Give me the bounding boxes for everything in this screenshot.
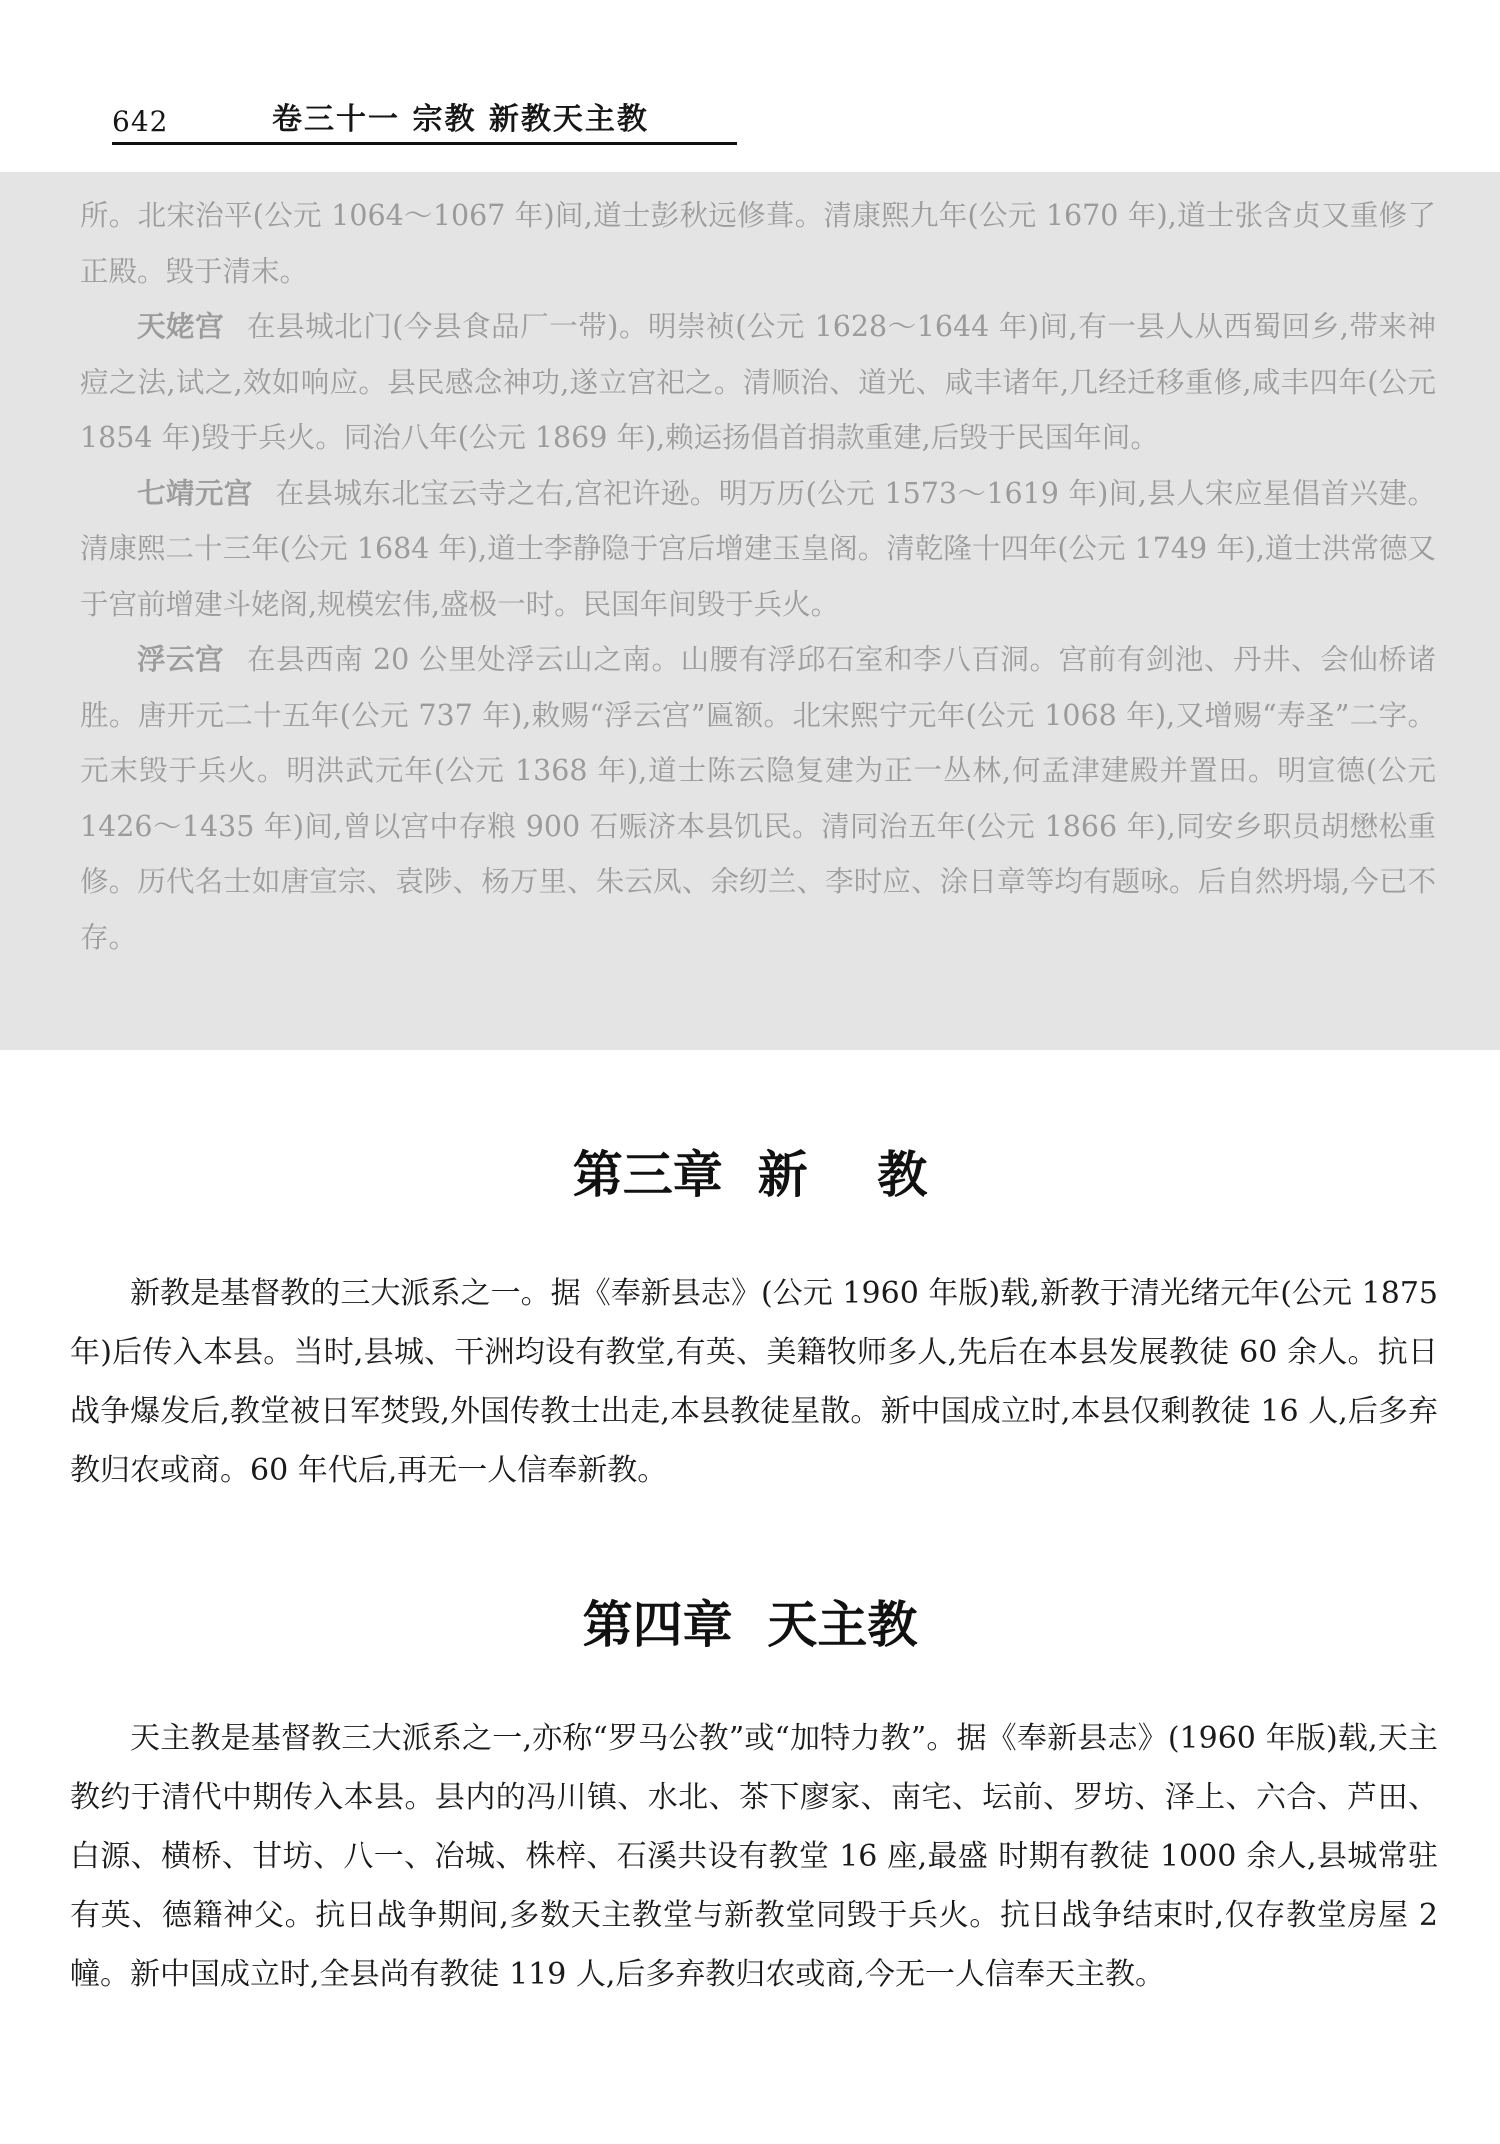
entry-text: 在县西南 20 公里处浮云山之南。山腰有浮邱石室和李八百洞。宫前有剑池、丹井、会仙桥诸胜。唐开元二十五年(公元 737 年),敕赐“浮云宫”匾额。北宋熙宁元年(公元 1068 年),又增赐“寿圣”二字。元末毁于兵火。明洪武元年(公元 1368 年),道士陈云隐复建为正一丛林,何孟津建殿并置田。明宣德(公元 1426～1435 年)间,曾以宫中存粮 900 石赈济本县饥民。清同治五年(公元 1866 年),同安乡职员胡懋松重修。历代名士如唐宣宗、袁陟、杨万里、朱云凤、余纫兰、李时应、涂日章等均有题咏。后自然坍塌,今已不存。 — [80, 643, 1436, 954]
chapter-4-title: 第四章 天主教 — [582, 1596, 918, 1654]
running-header — [112, 96, 737, 145]
chapter-3-paragraph: 新教是基督教的三大派系之一。据《奉新县志》(公元 1960 年版)载,新教于清光绪元年(公元 1875 年)后传入本县。当时,县城、干洲均设有教堂,有英、美籍牧师多人,先后在本县发展教徒 60 余人。抗日战争爆发后,教堂被日军焚毁,外国传教士出走,本县教徒星散。新中国成立时,本县仅剩教徒 16 人,后多弃教归农或商。60 年代后,再无一人信奉新教。 — [70, 1276, 1438, 1488]
page-number: 642 — [112, 105, 169, 138]
entry-heading: 天姥宫 — [137, 310, 225, 343]
chapter-3-body — [70, 1264, 1438, 1500]
entry-text: 在县城北门(今县食品厂一带)。明崇祯(公元 1628～1644 年)间,有一县人从西蜀回乡,带来神痘之法,试之,效如响应。县民感念神功,遂立宫祀之。清顺治、道光、咸丰诸年,几经迁移重修,咸丰四年(公元 1854 年)毁于兵火。同治八年(公元 1869 年),赖运扬倡首捐款重建,后毁于民国年间。 — [80, 310, 1436, 454]
chapter-4-body — [70, 1709, 1438, 2004]
chapter-4-paragraph: 天主教是基督教三大派系之一,亦称“罗马公教”或“加特力教”。据《奉新县志》(1960 年版)载,天主教约于清代中期传入本县。县内的冯川镇、水北、茶下廖家、南宅、坛前、罗坊、泽上、六合、芦田、白源、横桥、甘坊、八一、冶城、株梓、石溪共设有教堂 16 座,最盛 时期有教徒 1000 余人,县城常驻有英、德籍神父。抗日战争期间,多数天主教堂与新教堂同毁于兵火。抗日战争结束时,仅存教堂房屋 2 幢。新中国成立时,全县尚有教徒 119 人,后多弃教归农或商,今无一人信奉天主教。 — [70, 1721, 1438, 1992]
shaded-continued-section — [0, 172, 1500, 1050]
entry-heading: 七靖元宫 — [137, 476, 253, 510]
entry-qijing-palace — [80, 466, 1436, 633]
entry-tianmu-palace — [80, 299, 1436, 466]
entry-text: 在县城东北宝云寺之右,宫祀许逊。明万历(公元 1573～1619 年)间,县人宋应星倡首兴建。清康熙二十三年(公元 1684 年),道士李静隐于宫后增建玉皇阁。清乾隆十四年(公元 1749 年),道士洪常德又于宫前增建斗姥阁,规模宏伟,盛极一时。民国年间毁于兵火。 — [80, 476, 1436, 621]
entry-heading: 浮云宫 — [137, 643, 225, 676]
chapter-3-title: 第三章 新 教 — [572, 1146, 928, 1204]
entry-fuyun-palace — [80, 632, 1436, 965]
running-title: 卷三十一 宗教 新教天主教 — [272, 102, 649, 137]
continued-paragraph: 所。北宋治平(公元 1064～1067 年)间,道士彭秋远修葺。清康熙九年(公元 1670 年),道士张含贞又重修了正殿。毁于清末。 — [80, 199, 1436, 288]
